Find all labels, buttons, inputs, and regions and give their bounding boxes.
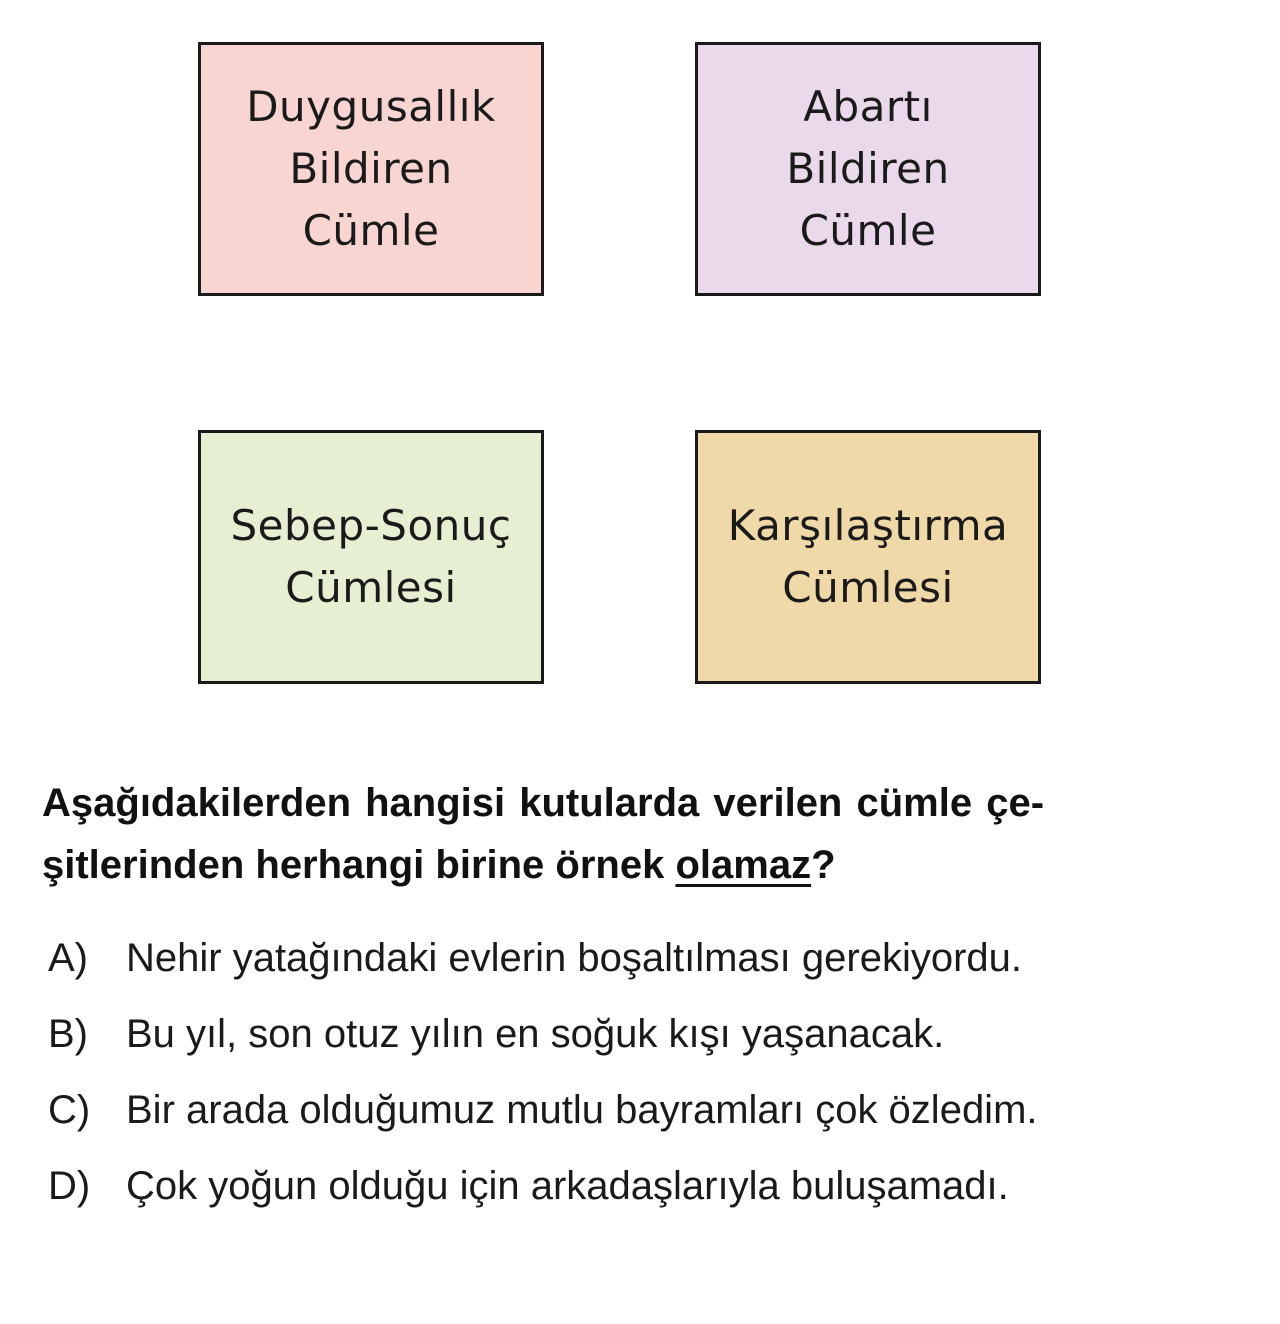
question-line-2 <box>42 834 1262 896</box>
option-letter: C) <box>48 1088 91 1132</box>
box-line: Bildiren <box>289 144 453 193</box>
box-line: Karşılaştırma <box>727 501 1009 550</box>
option-text: Çok yoğun olduğu için arkadaşlarıyla buluşamadı. <box>126 1164 1009 1208</box>
box-karsilastirma <box>695 430 1041 684</box>
option-c[interactable] <box>48 1088 1268 1164</box>
box-abarti <box>695 42 1041 296</box>
option-d[interactable] <box>48 1164 1268 1240</box>
question-line-2-prefix: şitlerinden herhangi birine örnek <box>42 843 676 887</box>
box-sebep-sonuc <box>198 430 544 684</box>
question-mark: ? <box>811 843 836 887</box>
box-duygusallik <box>198 42 544 296</box>
option-letter: A) <box>48 936 88 980</box>
box-line: Bildiren <box>786 144 950 193</box>
box-line: Duygusallık <box>246 82 496 131</box>
question-text <box>42 772 1262 896</box>
option-letter: B) <box>48 1012 88 1056</box>
box-line: Cümle <box>302 206 440 255</box>
option-text: Bu yıl, son otuz yılın en soğuk kışı yaşanacak. <box>126 1012 945 1056</box>
answer-options <box>48 936 1268 1240</box>
question-line-1: Aşağıdakilerden hangisi kutularda verilen cümle çe- <box>42 781 1045 825</box>
box-line: Cümle <box>799 206 937 255</box>
box-line: Abartı <box>803 82 933 131</box>
option-text: Nehir yatağındaki evlerin boşaltılması gerekiyordu. <box>126 936 1022 980</box>
box-line: Sebep-Sonuç <box>230 501 512 550</box>
box-line: Cümlesi <box>285 563 457 612</box>
option-b[interactable] <box>48 1012 1268 1088</box>
option-letter: D) <box>48 1164 91 1208</box>
box-line: Cümlesi <box>782 563 954 612</box>
option-text: Bir arada olduğumuz mutlu bayramları çok özledim. <box>126 1088 1038 1132</box>
underlined-word: olamaz <box>675 843 812 887</box>
option-a[interactable] <box>48 936 1268 1012</box>
